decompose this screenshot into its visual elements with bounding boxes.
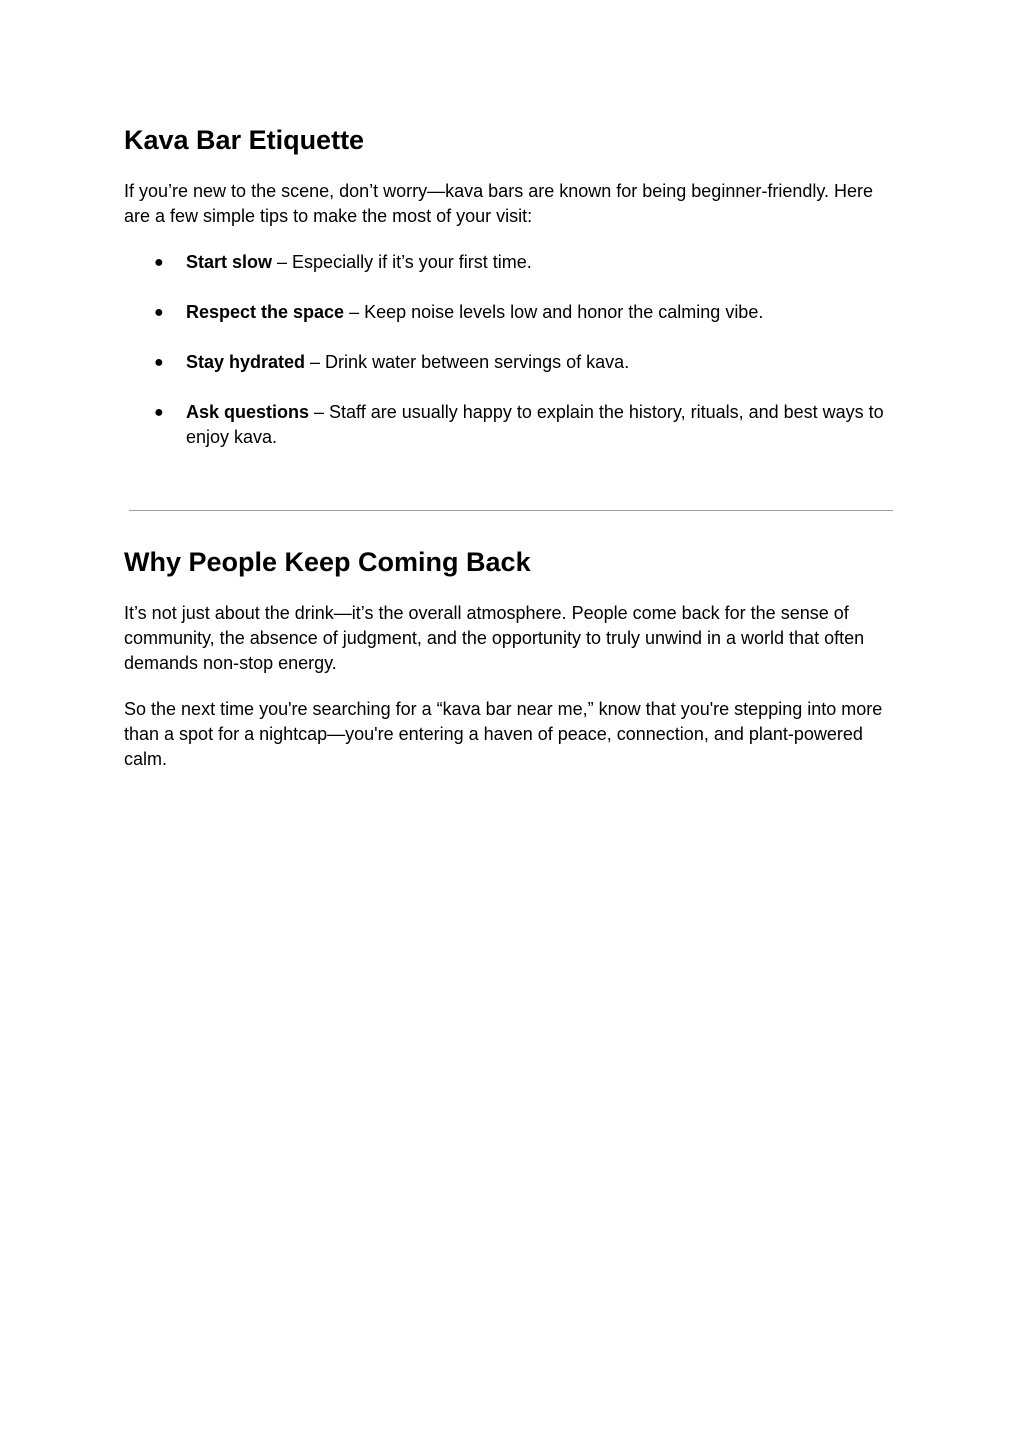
bullet-icon: ● [154,254,164,271]
tip-text: – Drink water between servings of kava. [305,352,630,372]
intro-paragraph: If you’re new to the scene, don’t worry—kava bars are known for being beginner-friendly. Here are a few simple tips to make the most of your visit: [124,181,874,226]
bullet-icon: ● [154,404,164,421]
list-item [124,300,900,325]
tip-title: Ask questions [186,402,310,422]
tip-text: – Especially if it’s your first time. [272,252,532,272]
tip-text: – Keep noise levels low and honor the calming vibe. [344,302,764,322]
body-paragraph: So the next time you're searching for a “kava bar near me,” know that you're stepping into more than a spot for a nightcap—you're entering a haven of peace, connection, and plant-powered calm. [124,699,883,769]
tip-title: Start slow [186,252,273,272]
list-item [124,400,900,450]
list-item [124,350,900,375]
bullet-icon: ● [154,304,164,321]
bullet-icon: ● [154,354,164,371]
tip-title: Stay hydrated [186,352,306,372]
section-heading-why: Why People Keep Coming Back [124,547,531,577]
section-heading-etiquette: Kava Bar Etiquette [124,125,365,155]
tips-list [124,250,900,475]
tip-text: – Staff are usually happy to explain the history, rituals, and best ways to enjoy kava. [186,402,884,447]
horizontal-divider [129,510,893,511]
list-item [124,250,900,275]
body-paragraph: It’s not just about the drink—it’s the overall atmosphere. People come back for the sense of community, the absence of judgment, and the opportunity to truly unwind in a world that often demands non-stop energy. [124,603,865,673]
tip-title: Respect the space [186,302,345,322]
